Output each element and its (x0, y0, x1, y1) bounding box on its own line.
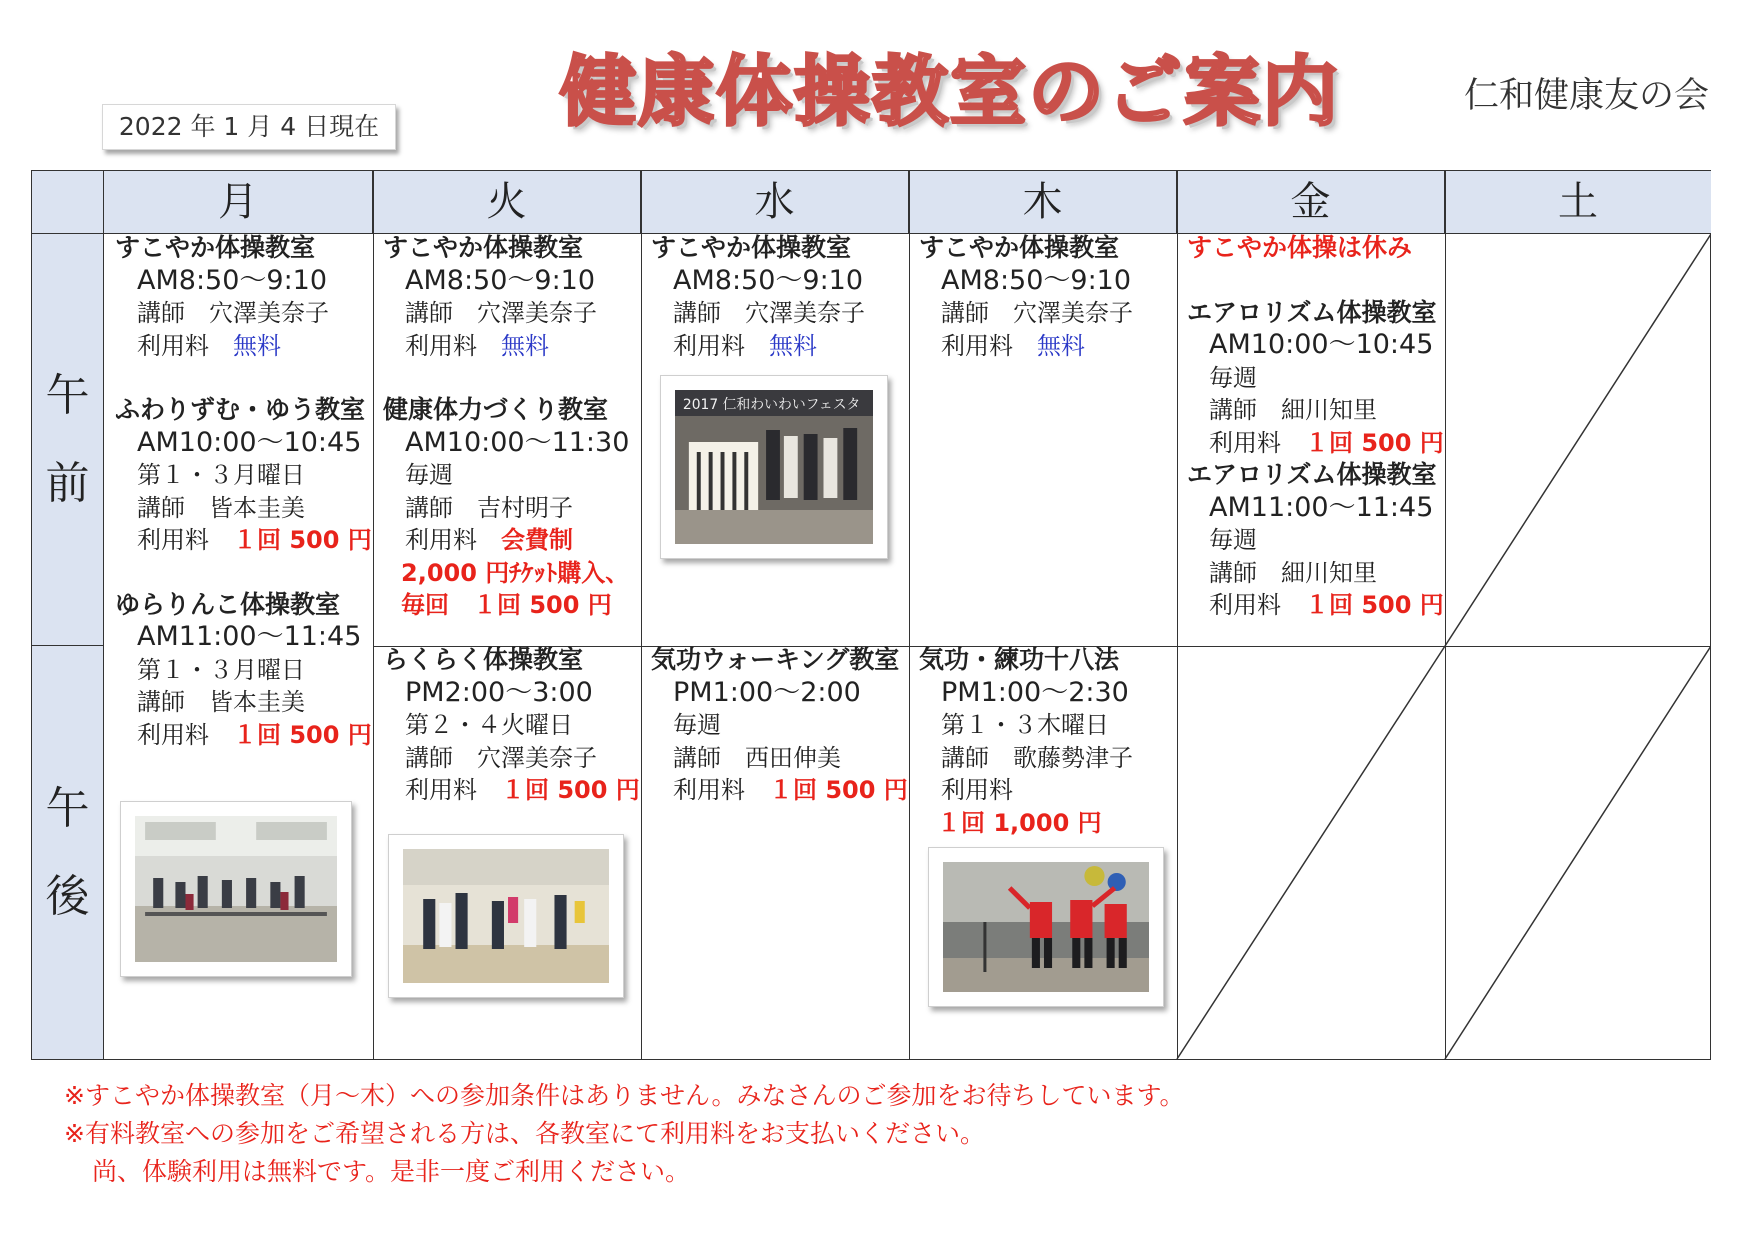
period-am-char-1: 午 (45, 369, 90, 421)
class-fee: １回 500 円 (1305, 591, 1444, 619)
class-fee: １回 500 円 (501, 776, 640, 804)
class-name: すこやか体操教室 (115, 233, 316, 262)
note-line: ※すこやか体操教室（月～木）への参加条件はありません。みなさんのご参加をお待ちしています。 (64, 1081, 1185, 1110)
notice-closed: すこやか体操は休み (1187, 233, 1413, 262)
class-name: らくらく体操教室 (383, 645, 584, 674)
class-frequency: 毎週 (1209, 526, 1257, 554)
class-fee: 無料 (1037, 331, 1085, 360)
period-pm-char-1: 午 (45, 782, 90, 834)
class-fee: 無料 (233, 331, 281, 360)
class-instructor: 講師 皆本圭美 (137, 493, 305, 522)
fee-label: 利用料 (673, 331, 745, 360)
class-frequency: 第１・３木曜日 (941, 711, 1109, 739)
class-fee: １回 500 円 (1305, 428, 1444, 457)
fee-label: 利用料 (137, 331, 209, 360)
day-header-tue: 火 (373, 171, 641, 234)
day-header-wed: 水 (641, 171, 909, 234)
class-instructor: 講師 穴澤美奈子 (941, 299, 1133, 327)
class-instructor: 講師 穴澤美奈子 (405, 743, 597, 772)
fee-label: 利用料 (137, 526, 209, 554)
note-line: 尚、体験利用は無料です。是非一度ご利用ください。 (92, 1157, 691, 1186)
class-frequency: 第１・３月曜日 (137, 461, 305, 489)
class-frequency: 第２・４火曜日 (405, 711, 573, 739)
class-time: AM8:50～9:10 (405, 264, 596, 296)
class-instructor: 講師 穴澤美奈子 (405, 299, 597, 327)
class-name: すこやか体操教室 (651, 233, 852, 262)
qigong-image (943, 862, 1149, 992)
class-instructor: 講師 皆本圭美 (137, 688, 305, 716)
class-fee: １回 500 円 (233, 720, 372, 749)
class-time: AM11:00～11:45 (1209, 491, 1434, 523)
mon-classes (115, 232, 372, 751)
class-instructor: 講師 細川知里 (1209, 558, 1377, 587)
class-name: 気功ウォーキング教室 (651, 645, 900, 674)
class-name: すこやか体操教室 (383, 233, 584, 262)
class-name: すこやか体操教室 (919, 233, 1120, 262)
fee-label: 利用料 (405, 776, 477, 804)
class-name: ふわりずむ・ゆう教室 (115, 395, 366, 424)
festa-banner-text: 2017 仁和わいわいフェスタ (682, 396, 861, 414)
period-pm-char-2: 後 (45, 870, 90, 922)
fee-label: 利用料 (1209, 428, 1281, 457)
class-fee-detail: 2,000 円ﾁｹｯﾄ購入、 (401, 558, 630, 587)
class-name: 健康体力づくり教室 (383, 395, 609, 424)
class-instructor: 講師 穴澤美奈子 (137, 299, 329, 327)
class-fee: 無料 (769, 331, 817, 360)
tue-pm-classes (383, 644, 640, 807)
period-am-char-2: 前 (45, 457, 90, 509)
organization-name: 仁和健康友の会 (1463, 76, 1709, 116)
class-name: エアロリズム体操教室 (1187, 460, 1437, 489)
class-time: AM10:00～10:45 (137, 426, 362, 458)
class-fee: １回 1,000 円 (937, 808, 1102, 837)
group-exercise-image (403, 849, 609, 983)
class-time: PM1:00～2:30 (941, 676, 1129, 708)
class-instructor: 講師 吉村明子 (405, 493, 573, 522)
class-fee: 無料 (501, 331, 549, 360)
class-frequency: 第１・３月曜日 (137, 655, 305, 684)
class-time: PM2:00～3:00 (405, 676, 593, 708)
class-time: PM1:00～2:00 (673, 676, 861, 708)
photo-tuesday-class (388, 834, 624, 998)
photo-thursday-qigong (928, 847, 1164, 1007)
day-header-mon: 月 (104, 171, 373, 234)
thu-am-classes (919, 232, 1133, 362)
fee-label: 利用料 (941, 331, 1013, 360)
wed-pm-classes (651, 644, 908, 807)
notes (64, 1077, 1184, 1191)
fri-am-classes (1187, 232, 1444, 622)
fee-label: 利用料 (1209, 591, 1281, 619)
class-time: AM8:50～9:10 (941, 264, 1132, 296)
photo-monday-class (120, 801, 352, 977)
fee-label: 利用料 (405, 331, 477, 360)
class-fee-detail: 毎回 １回 500 円 (401, 591, 612, 619)
group-exercise-image (135, 816, 337, 962)
class-name: ゆらりんこ体操教室 (115, 589, 341, 619)
date-label: 2022 年 1 月 4 日現在 (102, 104, 396, 150)
day-header-sat: 土 (1445, 171, 1711, 234)
fee-label: 利用料 (137, 720, 209, 749)
page-title: 健康体操教室のご案内 (560, 47, 1340, 136)
class-fee: 会費制 (501, 526, 573, 554)
class-time: AM8:50～9:10 (137, 264, 328, 296)
class-fee: １回 500 円 (769, 776, 908, 804)
class-frequency: 毎週 (1209, 363, 1257, 392)
note-line: ※有料教室への参加をご希望される方は、各教室にて利用料をお支払いください。 (64, 1119, 985, 1148)
class-instructor: 講師 西田伸美 (673, 743, 841, 772)
class-time: AM8:50～9:10 (673, 264, 864, 296)
fee-label: 利用料 (941, 776, 1013, 804)
fee-label: 利用料 (673, 776, 745, 804)
class-fee: １回 500 円 (233, 526, 372, 554)
class-name: 気功・練功十八法 (919, 645, 1120, 674)
class-instructor: 講師 穴澤美奈子 (673, 299, 865, 327)
photo-wednesday-festa (660, 375, 888, 559)
day-header-thu: 木 (909, 171, 1177, 234)
day-header-fri: 金 (1177, 171, 1445, 234)
tue-am-classes (383, 232, 630, 622)
class-time: AM11:00～11:45 (137, 621, 362, 652)
festa-group-image (675, 390, 873, 544)
class-instructor: 講師 歌藤勢津子 (941, 743, 1133, 772)
class-frequency: 毎週 (673, 711, 721, 739)
class-time: AM10:00～10:45 (1209, 329, 1434, 360)
thu-pm-classes (919, 644, 1133, 839)
class-frequency: 毎週 (405, 461, 453, 489)
class-time: AM10:00～11:30 (405, 426, 630, 458)
class-instructor: 講師 細川知里 (1209, 396, 1377, 424)
fee-label: 利用料 (405, 526, 477, 554)
class-name: エアロリズム体操教室 (1187, 297, 1437, 327)
wed-am-classes (651, 232, 865, 362)
